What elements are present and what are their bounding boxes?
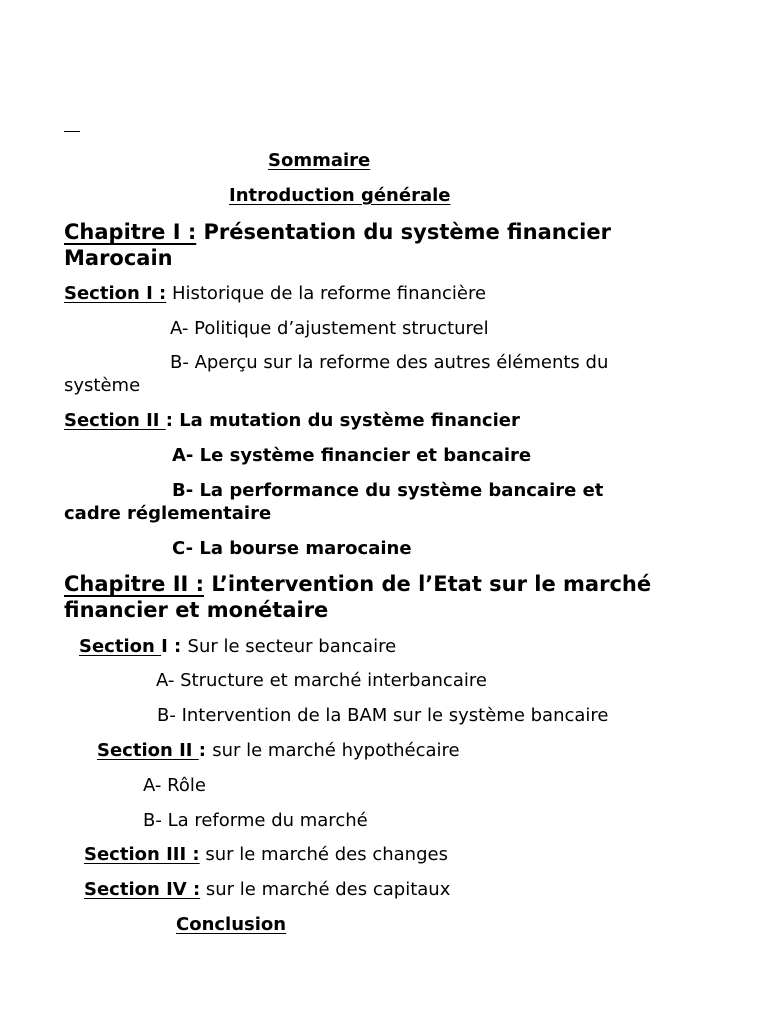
ch1-s1-item-b-line1: B- Aperçu sur la reforme des autres éléments du (170, 352, 609, 373)
ch1-section-2 (64, 409, 520, 432)
chapter-2-title-line2: financier et monétaire (64, 598, 329, 622)
ch1-s2-item-a: A- Le système financier et bancaire (172, 445, 532, 466)
ch2-section-4-title: sur le marché des capitaux (200, 879, 451, 900)
sommaire-heading: Sommaire (268, 150, 371, 171)
chapter-2-title-line1: L’intervention de l’Etat sur le marché (204, 572, 652, 596)
ch2-section-1-label-rest: I : (161, 636, 188, 657)
conclusion-heading: Conclusion (176, 914, 287, 935)
chapter-2-heading (64, 571, 651, 623)
ch2-s1-item-a: A- Structure et marché interbancaire (156, 670, 487, 691)
ch2-section-1 (79, 635, 396, 658)
chapter-1-title-line1: Présentation du système financier (196, 220, 611, 244)
ch1-s2-item-b (64, 479, 603, 525)
ch1-s2-item-c: C- La bourse marocaine (172, 538, 412, 559)
ch2-section-2 (97, 739, 460, 762)
ch1-section-1 (64, 282, 486, 305)
ch1-s1-item-b-line2: système (64, 375, 141, 396)
chapter-2-label: Chapitre II : (64, 572, 205, 596)
ch1-s1-item-a: A- Politique d’ajustement structurel (170, 318, 489, 339)
ch2-s1-item-b: B- Intervention de la BAM sur le système bancaire (157, 705, 609, 726)
ch1-s2-item-b-line1: B- La performance du système bancaire et (172, 480, 604, 501)
ch2-s2-item-a: A- Rôle (143, 775, 206, 796)
ch1-section-1-label: Section I : (64, 283, 167, 304)
ch1-section-2-label: Section II (64, 410, 166, 431)
ch2-section-4-label: Section IV : (84, 879, 201, 900)
ch1-section-1-title: Historique de la reforme financière (166, 283, 487, 304)
ch2-section-1-title: Sur le secteur bancaire (187, 636, 397, 657)
ch2-section-2-title: sur le marché hypothécaire (212, 740, 460, 761)
ch2-s2-item-b: B- La reforme du marché (143, 810, 368, 831)
ch2-section-3-title: sur le marché des changes (199, 844, 448, 865)
ch2-section-2-label: Section II (97, 740, 199, 761)
ch1-s1-item-b (64, 351, 608, 397)
ch2-section-4 (84, 878, 450, 901)
ch1-section-2-title: : La mutation du système financier (165, 410, 520, 431)
ch2-section-3-label: Section III : (84, 844, 200, 865)
ch2-section-1-label: Section (79, 636, 162, 657)
chapter-1-heading (64, 219, 611, 271)
chapter-1-title-line2: Marocain (64, 246, 173, 270)
introduction-heading: Introduction générale (229, 185, 451, 206)
ch2-section-3 (84, 843, 448, 866)
chapter-1-label: Chapitre I : (64, 220, 197, 244)
ch1-s2-item-b-line2: cadre réglementaire (64, 503, 272, 524)
stray-dash-mark (64, 131, 80, 132)
ch2-section-2-colon: : (198, 740, 213, 761)
